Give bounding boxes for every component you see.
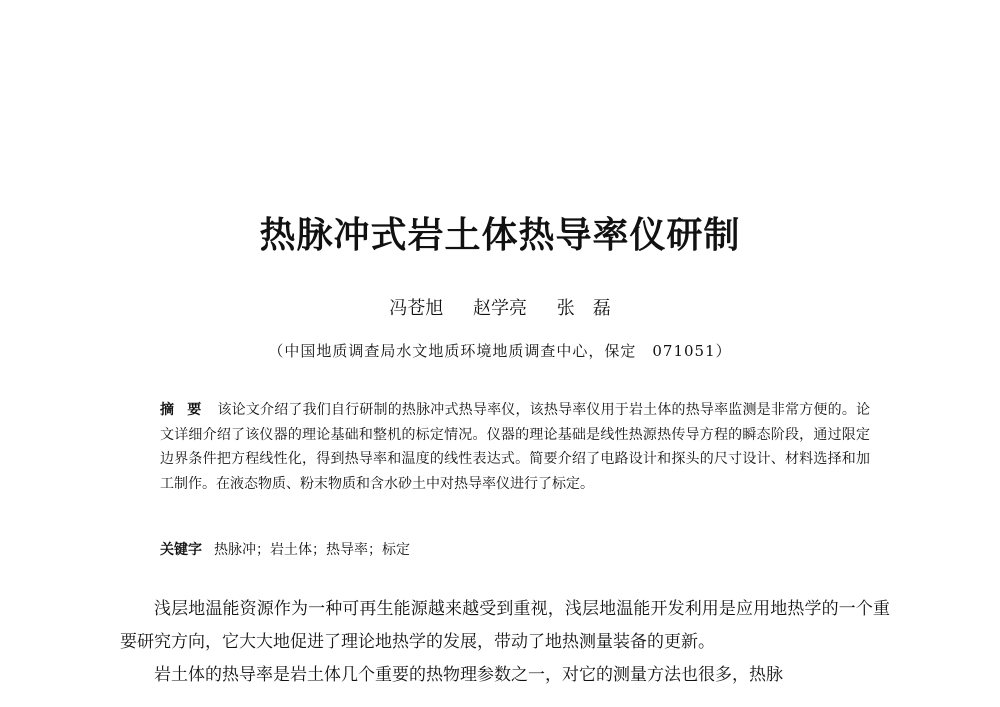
author-name: 张 磊 — [556, 298, 611, 319]
abstract-text: 该论文介绍了我们自行研制的热脉冲式热导率仪，该热导率仪用于岩土体的热导率监测是非常方便的。论文详细介绍了该仪器的理论基础和整机的标定情况。仪器的理论基础是线性热源热传导方程的瞬态阶段，通过限定边界条件把方程线性化，得到热导率和温度的线性表达式。简要介绍了电路设计和探头的尺寸设计、材料选择和加工制作。在液态物质、粉末物质和含水砂土中对热导率仪进行了标定。 — [160, 402, 871, 492]
body-text — [120, 593, 890, 692]
author-affiliation: （中国地质调查局水文地质环境地质调查中心，保定 071051） — [268, 342, 732, 360]
abstract — [160, 398, 870, 496]
keywords — [160, 538, 870, 562]
keywords-label: 关键字 — [160, 542, 202, 558]
body-paragraph: 岩土体的热导率是岩土体几个重要的热物理参数之一，对它的测量方法也很多，热脉 — [154, 665, 783, 685]
author-name: 冯苍旭 — [389, 298, 444, 319]
paper-title: 热脉冲式岩土体热导率仪研制 — [259, 215, 741, 256]
keywords-text: 热脉冲；岩土体；热导率；标定 — [214, 542, 410, 558]
author-list — [0, 297, 1000, 321]
abstract-label: 摘 要 — [160, 402, 206, 418]
author-name: 赵学亮 — [473, 298, 527, 319]
body-paragraph: 浅层地温能资源作为一种可再生能源越来越受到重视，浅层地温能开发利用是应用地热学的一个重要研究方向，它大大地促进了理论地热学的发展，带动了地热测量装备的更新。 — [120, 599, 890, 652]
